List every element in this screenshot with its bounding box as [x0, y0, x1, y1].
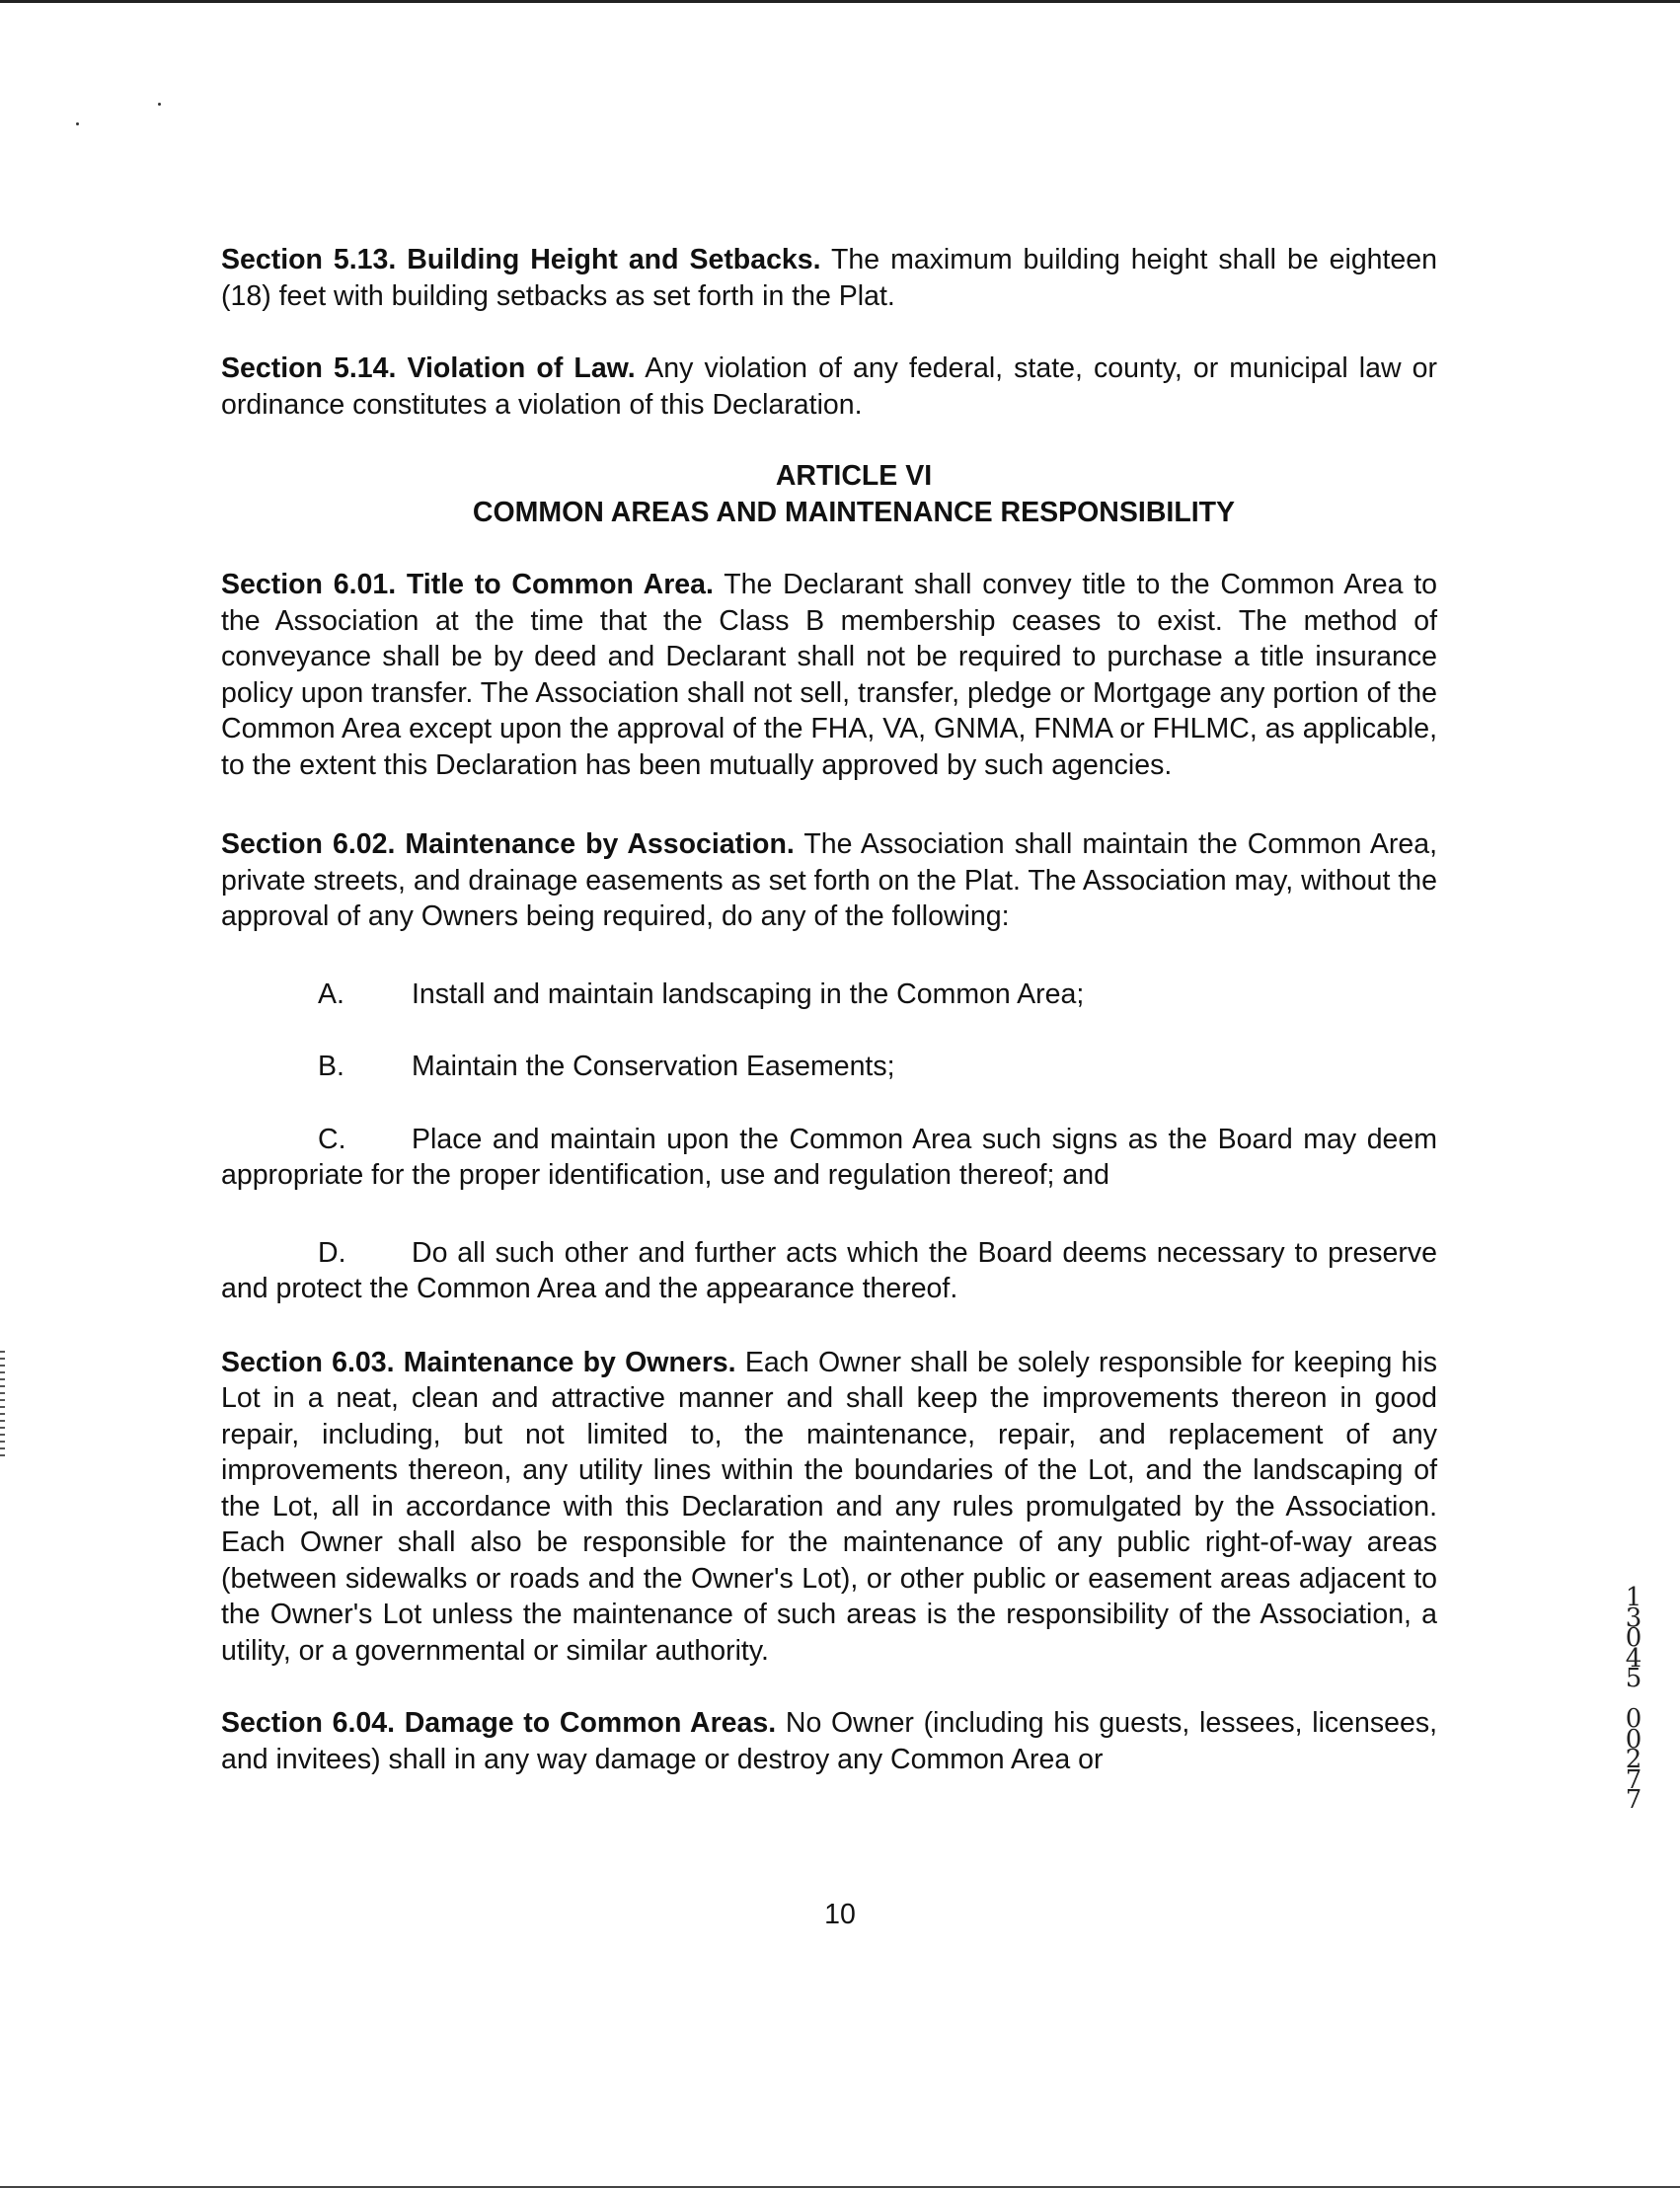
section-text: The Declarant shall convey title to the Common Area to the Association at the time that the Class B membership ceases to exist. The method of conveyance shall be by deed and Declarant shall not be required to purchase a title insurance policy upon transfer. The Association shall not sell, transfer, pledge or Mortgage any portion of the Common Area except upon the approval of the FHA, VA, GNMA, FNMA or FHLMC, as applicable, to the extent this Declaration has been mutually approved by such agencies.: [221, 569, 1438, 781]
article-number: ARTICLE VI: [775, 460, 933, 492]
section-5-14: [221, 351, 1437, 423]
list-item-b: [221, 1049, 1437, 1085]
list-text: Place and maintain upon the Common Area such signs as the Board may deem appropriate for the proper identification, use and regulation thereof; and: [221, 1123, 1437, 1191]
section-heading: Section 5.14. Violation of Law.: [221, 352, 636, 384]
section-heading: Section 5.13. Building Height and Setbacks.: [221, 244, 821, 275]
section-6-02: [221, 826, 1437, 935]
recording-stamp: 1 3 0 4 5 0 0 2 7 7: [1625, 1583, 1642, 1815]
document-body: [221, 242, 1437, 1777]
scan-speck: [158, 103, 161, 106]
section-6-04: [221, 1705, 1437, 1777]
article-heading: [270, 458, 1437, 531]
section-heading: Section 6.02. Maintenance by Association.: [221, 828, 795, 860]
section-text: No Owner (including his guests, lessees, licensees, and invitees) shall in any way damage or destroy any Common Area or: [221, 1707, 1437, 1775]
scan-speck: [76, 122, 79, 125]
section-6-03: [221, 1345, 1437, 1670]
article-title: COMMON AREAS AND MAINTENANCE RESPONSIBILITY: [472, 497, 1236, 528]
scan-edge-marks: [0, 1351, 5, 1459]
list-item-a: [221, 977, 1437, 1013]
page-number: 10: [824, 1899, 856, 1930]
section-6-01: [221, 567, 1437, 783]
section-text: Any violation of any federal, state, county, or municipal law or ordinance constitutes a violation of this Declaration.: [221, 352, 1437, 421]
section-heading: Section 6.04. Damage to Common Areas.: [221, 1707, 777, 1739]
list-letter: B.: [318, 1051, 344, 1082]
list-item-d: [221, 1235, 1437, 1307]
section-text: Each Owner shall be solely responsible for keeping his Lot in a neat, clean and attractive manner and shall keep the improvements thereon in good repair, including, but not limited to, the maintenance, repair, and replacement of any improvements thereon, any utility lines within the boundaries of the Lot, and the landscaping of the Lot, all in accordance with this Declaration and any rules promulgated by the Association. Each Owner shall also be responsible for the maintenance of any public right-of-way areas (between sidewalks or roads and the Owner's Lot), or other public or easement areas adjacent to the Owner's Lot unless the maintenance of such areas is the responsibility of the Association, a utility, or a governmental or similar authority.: [221, 1346, 1437, 1667]
section-heading: Section 6.03. Maintenance by Owners.: [221, 1346, 736, 1378]
section-5-13: [221, 242, 1437, 314]
section-text: The Association shall maintain the Common Area, private streets, and drainage easements as set forth on the Plat. The Association may, without the approval of any Owners being required, do any of the following:: [221, 828, 1437, 932]
scan-top-border: [0, 0, 1680, 3]
list-letter: D.: [318, 1236, 346, 1269]
section-text: The maximum building height shall be eighteen (18) feet with building setbacks as set forth in the Plat.: [221, 244, 1437, 312]
list-text: Do all such other and further acts which the Board deems necessary to preserve and protect the Common Area and the appearance thereof.: [221, 1236, 1437, 1304]
list-text: Install and maintain landscaping in the Common Area;: [412, 977, 1085, 1010]
list-item-c: [221, 1122, 1437, 1194]
list-letter: A.: [318, 977, 344, 1010]
list-letter: C.: [318, 1123, 346, 1155]
section-heading: Section 6.01. Title to Common Area.: [221, 569, 714, 600]
list-text: Maintain the Conservation Easements;: [412, 1051, 895, 1082]
